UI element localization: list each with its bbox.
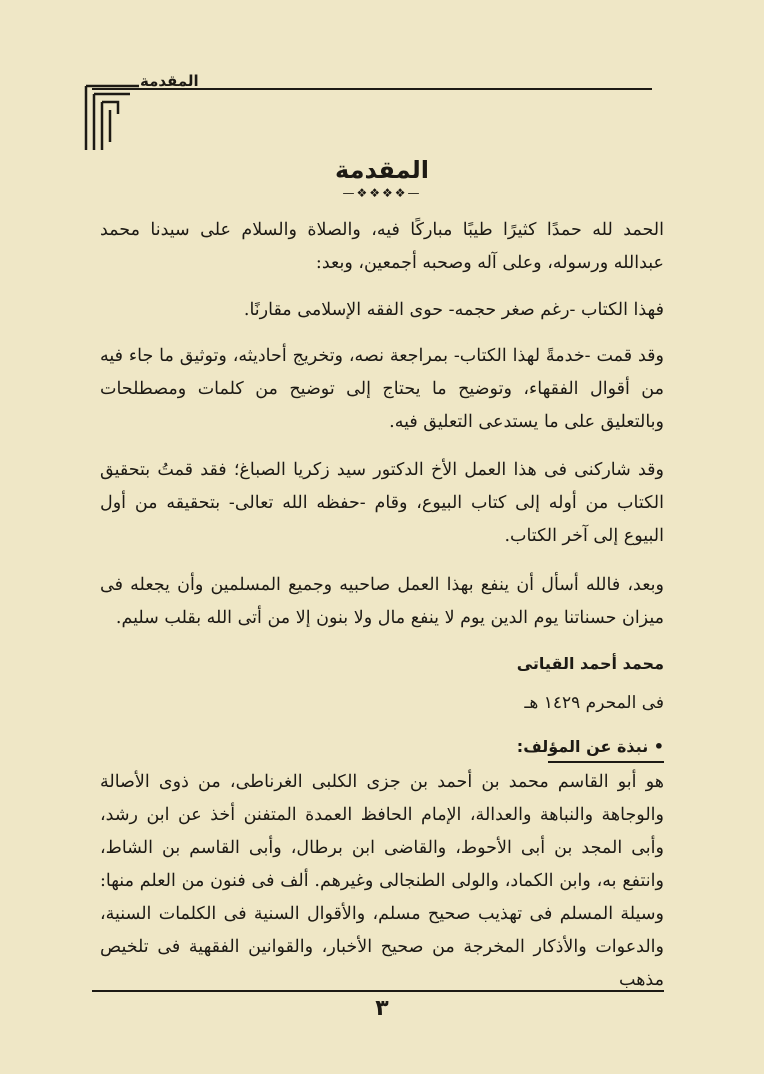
- partner-paragraph: وقد شاركنى فى هذا العمل الأخ الدكتور سيد زكريا الصباغ؛ فقد قمتُ بتحقيق الكتاب من أوله إلى كتاب البيوع، وقام -حفظه الله تعالى- بتحقيقه من أول البيوع إلى آخر الكتاب.: [100, 460, 664, 546]
- footer-rule: [92, 990, 664, 992]
- corner-ornament-icon: [84, 84, 144, 154]
- section-underline: [548, 761, 664, 763]
- service-paragraph: وقد قمت -خدمةً لهذا الكتاب- بمراجعة نصه، وتخريج أحاديثه، وتوثيق ما جاء فيه من أقوال الفقهاء، وتوضيح ما يحتاج إلى توضيح من كلمات ومصطلحات وبالتعليق على ما يستدعى التعليق فيه.: [100, 346, 664, 432]
- author-bio-paragraph: هو أبو القاسم محمد بن أحمد بن جزى الكلبى الغرناطى، من ذوى الأصالة والوجاهة والنباهة والعدالة، الإمام الحافظ العمدة المتفنن أخذ عن ابن رشد، وأبى المجد بن أبى الأحوط، والقاضى ابن برطال، وأبى القاسم بن الشاط، وانتفع به، وابن الكماد، والولى الطنجالى وغيرهم. ألف فى فنون من العلم منها: وسيلة المسلم فى تهذيب صحيح مسلم، والأقوال السنية فى الكلمات السنية، والدعوات والأذكار المخرجة من صحيح الأخبار، والقوانين الفقهية فى تلخيص مذهب: [100, 772, 664, 990]
- section-heading: • نبذة عن المؤلف:: [516, 737, 664, 756]
- page-number: ٣: [375, 996, 389, 1021]
- book-paragraph: فهذا الكتاب -رغم صغر حجمه- حوى الفقه الإسلامى مقارنًا.: [243, 300, 664, 320]
- intro-paragraph: الحمد لله حمدًا كثيرًا طيبًا مباركًا فيه، والصلاة والسلام على سيدنا محمد عبدالله ورسوله، وعلى آله وصحبه أجمعين، وبعد:: [100, 220, 664, 273]
- page-title: المقدمة: [335, 156, 429, 184]
- title-ornament-icon: —❖❖❖❖—: [342, 186, 422, 200]
- running-title: المقدمة: [140, 72, 199, 90]
- closing-paragraph: وبعد، فالله أسأل أن ينفع بهذا العمل صاحبيه وجميع المسلمين وأن يجعله فى ميزان حسناتنا يوم الدين يوم لا ينفع مال ولا بنون إلا من أتى الله بقلب سليم.: [100, 575, 664, 628]
- signature-date: فى المحرم ١٤٢٩ هـ: [524, 693, 664, 713]
- author-signature: محمد أحمد القياتى: [516, 654, 664, 673]
